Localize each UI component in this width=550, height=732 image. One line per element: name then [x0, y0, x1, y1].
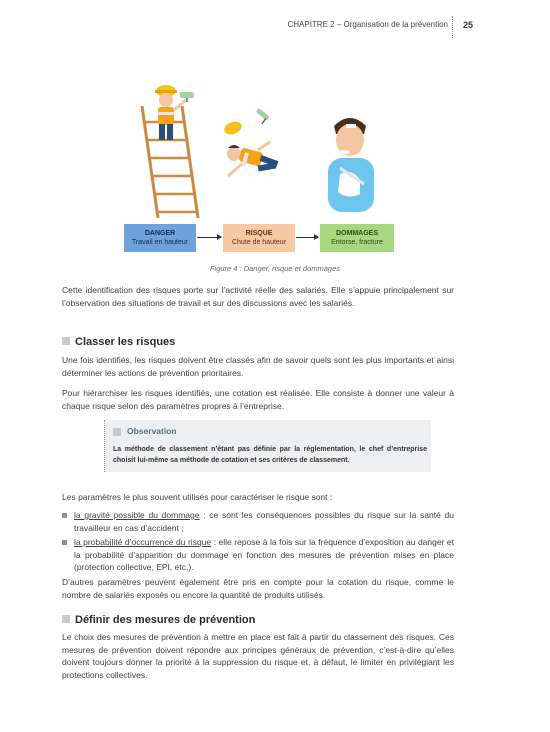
damage-title: DOMMAGES: [336, 230, 378, 237]
term: la gravité possible du dommage: [74, 510, 200, 520]
term: la probabilité d’occurrence du risque: [74, 537, 212, 547]
observation-square-icon: [113, 428, 121, 436]
running-header: CHAPITRE 2 – Organisation de la prévention: [287, 20, 448, 29]
observation-title: Observation: [127, 426, 177, 436]
risk-subtitle: Chute de hauteur: [231, 239, 287, 246]
figure-caption: Figure 4 : Danger, risque et dommages: [209, 264, 341, 273]
heading-square-icon: [62, 615, 70, 623]
injured-worker-icon: [328, 118, 374, 212]
danger-risk-damage-flow: [124, 224, 394, 252]
bullet-square-icon: [62, 513, 67, 518]
list-item: [62, 509, 454, 534]
section-heading-definir: [62, 614, 255, 626]
danger-subtitle: Travail en hauteur: [131, 239, 189, 246]
header-separator: [452, 16, 453, 38]
section-heading-classer: [62, 336, 175, 348]
term-description: : elle repose à la fois sur la fréquence d’exposition au danger et la probabilité d’apparition du dommage en fonction des mesures de prévention mises en place (protection collective, EPI, etc.).: [74, 537, 455, 572]
worker-on-ladder-icon: [155, 85, 194, 140]
paragraph: Le choix des mesures de prévention à mettre en place est fait à partir du classement des risques. Ces mesures de prévention doivent répondre aux principes généraux de prévention, c’est-à-dire qu’elles doivent toujours donner la priorité à la suppression du risque et, à défaut, le limiter en privilégiant les protections collectives.: [62, 632, 454, 680]
damage-box: [320, 224, 394, 252]
danger-risk-illustration: [120, 78, 420, 223]
paragraph: Une fois identifiés, les risques doivent être classés afin de savoir quels sont les plus importants et ainsi déterminer les actions de prévention prioritaires.: [62, 355, 454, 378]
falling-worker-icon: [222, 108, 278, 176]
page-number: 25: [463, 20, 474, 30]
danger-title: DANGER: [144, 230, 176, 237]
bullet-square-icon: [62, 540, 67, 545]
arrow-right-icon: [197, 237, 221, 238]
paragraph: Pour hiérarchiser les risques identifiés, une cotation est réalisée. Elle consiste à donner une valeur à chaque risque selon des paramètres propres à l’entreprise.: [62, 388, 454, 411]
list-item: [62, 536, 454, 574]
term-description: : ce sont les conséquences possibles du risque sur la santé du travailleur en cas d’accident ;: [74, 510, 454, 533]
paragraph: Les paramètres le plus souvent utilisés pour caractériser le risque sont :: [62, 492, 333, 502]
risk-title: RISQUE: [245, 230, 273, 237]
observation-box: [104, 420, 431, 472]
damage-subtitle: Entorse, fracture: [331, 239, 383, 246]
heading-square-icon: [62, 337, 70, 345]
intro-paragraph: Cette identification des risques porte sur l’activité réelle des salariés. Elle s’appuie principalement sur l’observation des situations de travail et sur des discussions avec les salariés.: [62, 285, 454, 308]
paragraph: D’autres paramètres peuvent également être pris en compte pour la cotation du risque, comme le nombre de salariés exposés ou encore la quantité de produits utilisés.: [62, 577, 454, 600]
risk-box: [223, 224, 295, 252]
arrow-right-icon: [296, 237, 318, 238]
danger-box: [124, 224, 196, 252]
section-title: Classer les risques: [75, 336, 176, 348]
section-title: Définir des mesures de prévention: [75, 614, 256, 626]
observation-text: La méthode de classement n’étant pas définie par la réglementation, le chef d’entreprise choisit lui-même sa méthode de cotation et ses critères de classement.: [113, 446, 427, 464]
